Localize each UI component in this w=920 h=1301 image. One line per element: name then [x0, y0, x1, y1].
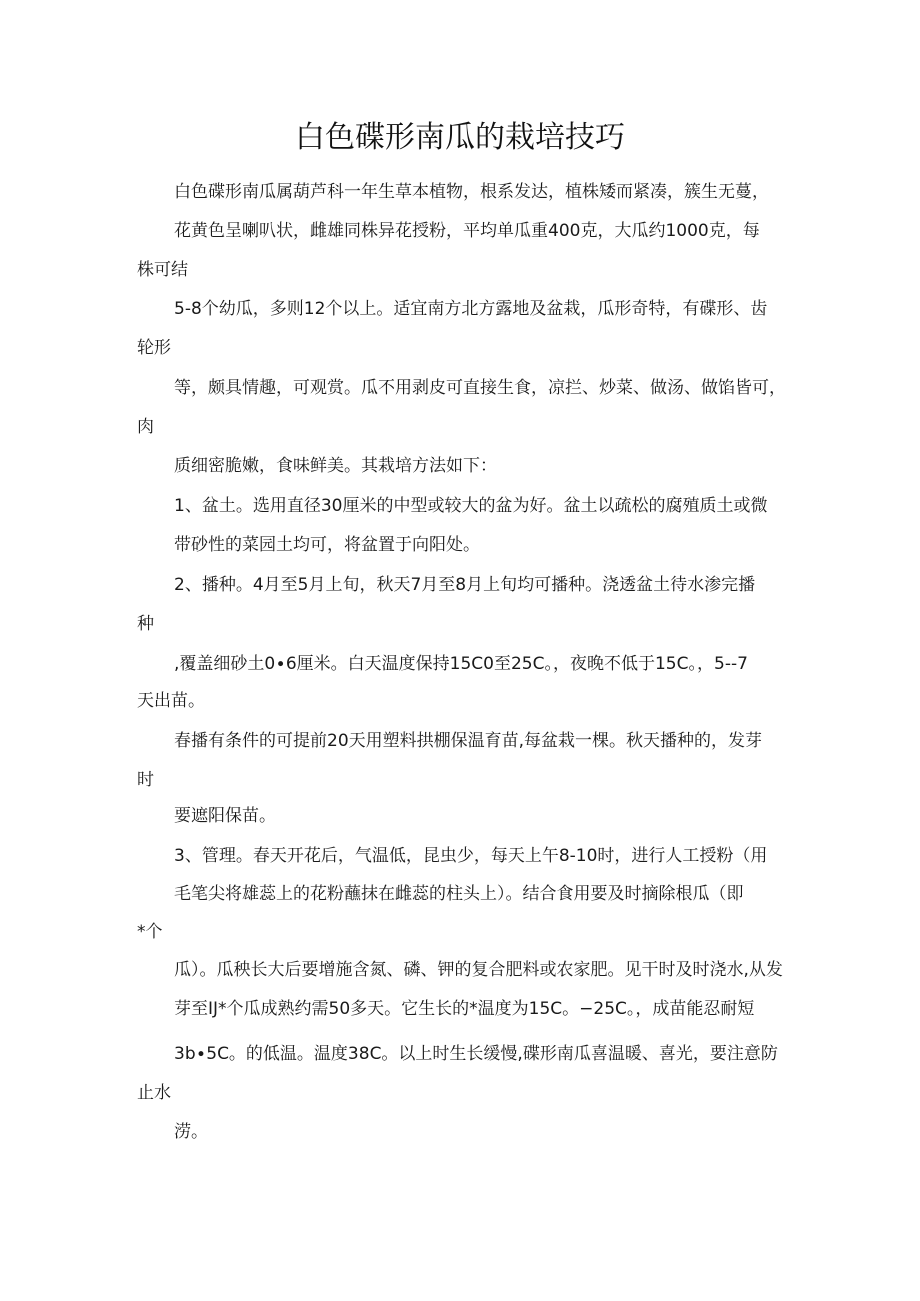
text-line: 种: [137, 614, 154, 634]
text-line: 3、管理。春天开花后，气温低，昆虫少，每天上午8-10时，进行人工授粉（用: [174, 846, 768, 866]
text-line: 5-8个幼瓜，多则12个以上。适宜南方北方露地及盆栽，瓜形奇特，有碟形、齿: [174, 299, 768, 319]
text-line: 质细密脆嫩，食味鲜美。其栽培方法如下：: [174, 456, 497, 476]
text-line: 肉: [137, 417, 154, 437]
text-line: 带砂性的菜园土均可，将盆置于向阳处。: [174, 535, 480, 555]
text-line: 毛笔尖将雄蕊上的花粉蘸抹在雌蕊的柱头上）。结合食用要及时摘除根瓜（即: [174, 884, 744, 904]
text-line: 春播有条件的可提前20天用塑料拱棚保温育苗,每盆栽一棵。秋天播种的，发芽: [174, 731, 763, 751]
text-line: 止水: [137, 1083, 171, 1103]
text-line: 株可结: [137, 260, 188, 280]
text-line: 1、盆土。选用直径30厘米的中型或较大的盆为好。盆土以疏松的腐殖质土或微: [174, 496, 768, 516]
text-line: 花黄色呈喇叭状，雌雄同株异花授粉，平均单瓜重400克，大瓜约1000克，每: [174, 221, 760, 241]
text-line: 芽至IJ*个瓜成熟约需50多天。它生长的*温度为15C。−25C。，成苗能忍耐短: [174, 999, 755, 1019]
document-title: 白色碟形南瓜的栽培技巧: [295, 120, 625, 155]
text-line: 时: [137, 770, 154, 790]
text-line: 轮形: [137, 338, 171, 358]
text-line: 等，颇具情趣，可观赏。瓜不用剥皮可直接生食，凉拦、炒菜、做汤、做馅皆可，: [174, 378, 786, 398]
text-line: 2、播种。4月至5月上旬，秋天7月至8月上旬均可播种。浇透盆土待水渗完播: [174, 575, 756, 595]
text-line: 白色碟形南瓜属葫芦科一年生草本植物，根系发达，植株矮而紧凑，簇生无蔓，: [174, 182, 769, 202]
text-line: 天出苗。: [137, 691, 205, 711]
text-line: 涝。: [174, 1122, 208, 1142]
text-line: 要遮阳保苗。: [174, 806, 276, 826]
text-line: 瓜）。瓜秧长大后要增施含氮、磷、钾的复合肥料或农家肥。见干时及时浇水,从发: [174, 960, 783, 980]
text-line: 3b∙5C。的低温。温度38C。以上时生长缓慢,碟形南瓜喜温暖、喜光，要注意防: [174, 1044, 778, 1064]
text-line: *个: [137, 922, 163, 942]
text-line: ,覆盖细砂土0∙6厘米。白天温度保持15C0至25C。，夜晚不低于15C。，5--7: [174, 654, 748, 674]
